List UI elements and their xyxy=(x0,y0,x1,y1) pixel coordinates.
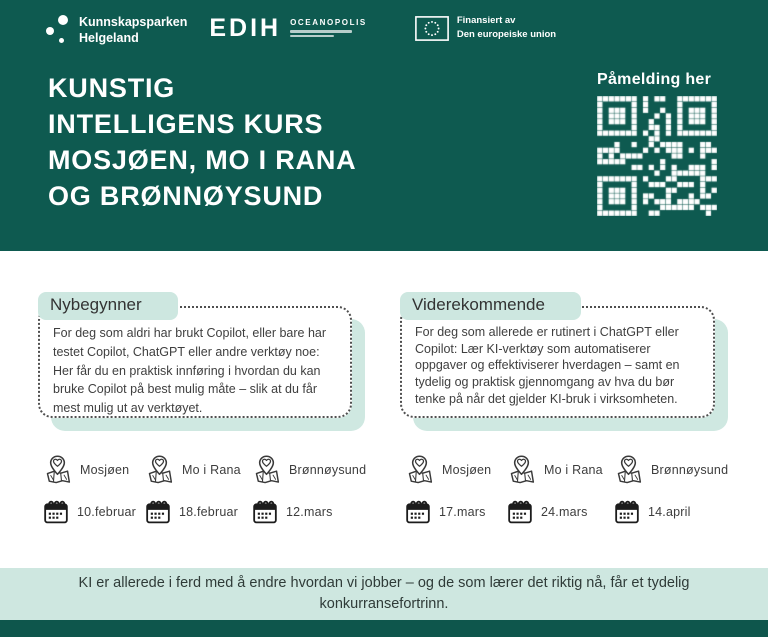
map-pin-icon xyxy=(506,453,537,486)
header-band xyxy=(0,0,768,251)
kunnskapsparken-logo-text xyxy=(79,14,187,47)
date-row xyxy=(404,498,715,526)
calendar-icon xyxy=(613,498,641,526)
kunnskapsparken-dots-icon xyxy=(45,12,71,48)
edih-subtext-line xyxy=(290,35,334,38)
eu-funding-logo xyxy=(415,14,556,43)
course-description-box xyxy=(400,306,715,418)
date-label: 14.april xyxy=(648,505,691,519)
logo-row xyxy=(45,12,556,48)
edih-wordmark: EDIH xyxy=(209,14,282,42)
map-pin-icon xyxy=(613,453,644,486)
date-label: 18.februar xyxy=(179,505,238,519)
location-item xyxy=(506,453,613,486)
course-title-viderekommende: Viderekommende xyxy=(400,292,581,320)
location-label: Brønnøysund xyxy=(289,462,367,477)
date-item xyxy=(506,498,613,526)
signup-label: Påmelding her xyxy=(597,71,712,88)
course-card-nybegynner xyxy=(38,292,367,542)
location-label: Brønnøysund xyxy=(651,462,729,477)
map-pin-icon xyxy=(251,453,282,486)
courses-section xyxy=(0,251,768,568)
date-item xyxy=(42,498,144,526)
date-label: 17.mars xyxy=(439,505,486,519)
eu-flag-icon xyxy=(415,16,449,41)
oceanopolis-label: OCEANOPOLIS xyxy=(290,18,367,27)
kunnskapsparken-line2: Helgeland xyxy=(79,31,139,45)
calendar-icon xyxy=(251,498,279,526)
edih-subtext-line xyxy=(290,30,352,33)
date-item xyxy=(251,498,352,526)
date-item xyxy=(613,498,715,526)
location-item xyxy=(42,453,144,486)
location-item xyxy=(144,453,251,486)
course-meta xyxy=(42,453,367,526)
location-item xyxy=(251,453,366,486)
course-title-nybegynner: Nybegynner xyxy=(38,292,178,320)
course-description: For deg som aldri har brukt Copilot, eller bare har testet Copilot, ChatGPT eller andre verktøy noe: Her får du en praktisk innføring i hvordan du kan bruke Copilot på best mulig måte – slik at du får mest mulig ut av verktøyet. xyxy=(53,326,327,415)
date-label: 12.mars xyxy=(286,505,333,519)
date-row xyxy=(42,498,352,526)
location-item xyxy=(404,453,506,486)
location-row xyxy=(404,453,729,486)
eu-funding-text: Finansiert av Den europeiske union xyxy=(456,15,557,41)
map-pin-icon xyxy=(404,453,435,486)
location-row xyxy=(42,453,367,486)
location-item xyxy=(613,453,728,486)
date-item xyxy=(144,498,251,526)
course-meta xyxy=(404,453,729,526)
signup-block xyxy=(597,71,719,216)
calendar-icon xyxy=(404,498,432,526)
calendar-icon xyxy=(42,498,70,526)
course-description-box xyxy=(38,306,352,418)
edih-oceanopolis-logo xyxy=(209,16,366,41)
map-pin-icon xyxy=(144,453,175,486)
date-label: 24.mars xyxy=(541,505,588,519)
calendar-icon xyxy=(144,498,172,526)
map-pin-icon xyxy=(42,453,73,486)
location-label: Mosjøen xyxy=(442,462,492,477)
location-label: Mosjøen xyxy=(80,462,130,477)
location-label: Mo i Rana xyxy=(182,462,241,477)
footer-strip xyxy=(0,620,768,637)
course-description: For deg som allerede er rutinert i ChatGPT eller Copilot: Lær KI-verktøy som automatiserer oppgaver og effektiviserer hverdagen – samt en tydelig og praktisk gjennomgang av hva du bør tenke på når det gjelder KI-bruk i virksomheten. xyxy=(415,325,680,406)
date-item xyxy=(404,498,506,526)
calendar-icon xyxy=(506,498,534,526)
course-card-viderekommende xyxy=(400,292,729,542)
kunnskapsparken-line1: Kunnskapsparken xyxy=(79,14,188,29)
banner-text: KI er allerede i ferd med å endre hvordan vi jobber – og de som lærer det riktig nå, får et tydelig konkurransefortrinn. xyxy=(78,574,690,612)
bottom-banner xyxy=(0,568,768,620)
location-label: Mo i Rana xyxy=(544,462,603,477)
date-label: 10.februar xyxy=(77,505,136,519)
qr-code xyxy=(597,96,717,216)
page-title: KUNSTIG INTELLIGENS KURS MOSJØEN, MO I RANA OG BRØNNØYSUND xyxy=(48,73,357,211)
kunnskapsparken-logo xyxy=(45,12,187,48)
